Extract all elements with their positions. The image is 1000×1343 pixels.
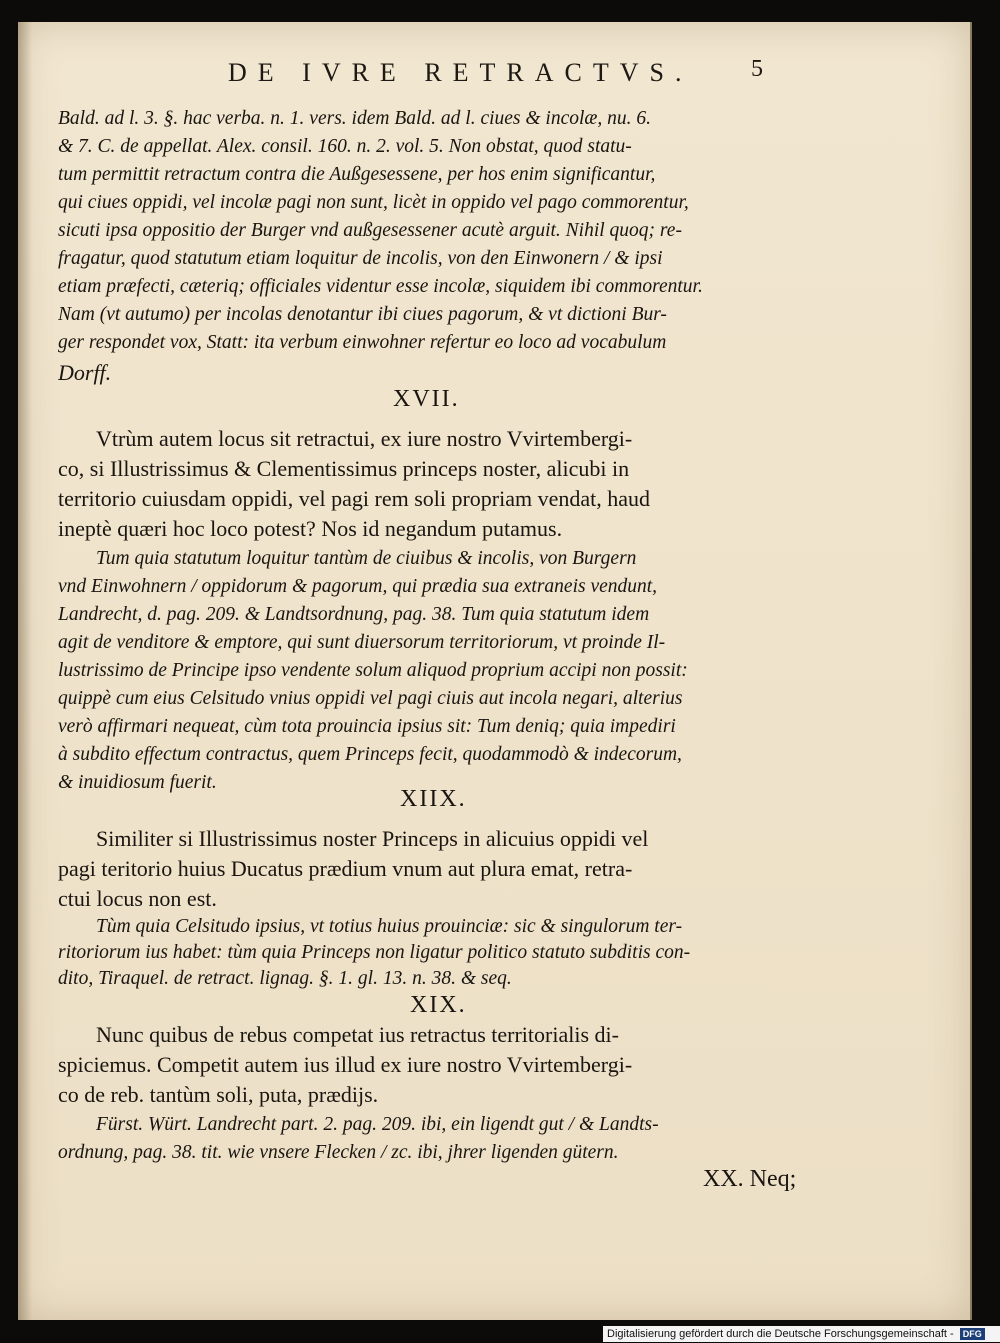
text-line: Fürst. Würt. Landrecht part. 2. pag. 209. ibi, ein ligendt gut / & Landts- <box>96 1114 659 1135</box>
text-line: ineptè quæri hoc loco potest? Nos id negandum putamus. <box>58 516 563 541</box>
dfg-logo-icon: DFG <box>960 1328 985 1340</box>
text-line: ctui locus non est. <box>58 886 217 911</box>
text-line: à subdito effectum contractus, quem Princeps fecit, quodammodò & indecorum, <box>58 744 682 765</box>
text-line: & 7. C. de appellat. Alex. consil. 160. n. 2. vol. 5. Non obstat, quod statu- <box>58 136 632 157</box>
text-line: vnd Einwohnern / oppidorum & pagorum, qui prædia sua extraneis vendunt, <box>58 576 658 597</box>
text-line: Tùm quia Celsitudo ipsius, vt totius huius prouinciæ: sic & singulorum ter- <box>96 916 683 937</box>
catchword: XX. Neq; <box>703 1166 797 1192</box>
text-line: pagi teritorio huius Ducatus prædium vnum aut plura emat, retra- <box>58 856 633 881</box>
text-line: Similiter si Illustrissimus noster Princeps in alicuius oppidi vel <box>96 826 649 851</box>
text-line: qui ciues oppidi, vel incolæ pagi non sunt, licèt in oppido vel pago commorentur, <box>58 192 689 213</box>
digitization-footer <box>603 1326 1000 1342</box>
text-line: spiciemus. Competit autem ius illud ex iure nostro Vvirtembergi- <box>58 1052 633 1077</box>
text-line: Tum quia statutum loquitur tantùm de ciuibus & incolis, von Burgern <box>96 548 637 569</box>
text-line: ritoriorum ius habet: tùm quia Princeps non ligatur politico statuto subditis con- <box>58 942 691 963</box>
text-line: dito, Tiraquel. de retract. lignag. §. 1. gl. 13. n. 38. & seq. <box>58 968 512 989</box>
text-line: Vtrùm autem locus sit retractui, ex iure nostro Vvirtembergi- <box>96 426 633 451</box>
page-number: 5 <box>751 56 763 82</box>
text-line: fragatur, quod statutum etiam loquitur de incolis, von den Einwonern / & ipsi <box>58 248 663 269</box>
footer-text: Digitalisierung gefördert durch die Deutsche Forschungsgemeinschaft - <box>607 1328 954 1340</box>
text-line: etiam præfecti, cæteriq; officiales videntur esse incolæ, siquidem ibi commorentur. <box>58 276 703 297</box>
text-line: co de reb. tantùm soli, puta, prædijs. <box>58 1082 379 1107</box>
text-line: tum permittit retractum contra die Außgesessene, per hos enim significantur, <box>58 164 656 185</box>
text-line: Dorff. <box>58 360 112 385</box>
section-number: XIIX. <box>400 786 467 812</box>
section-number: XIX. <box>410 992 467 1018</box>
text-line: ger respondet vox, Statt: ita verbum einwohner refertur eo loco ad vocabulum <box>58 332 667 353</box>
text-line: agit de venditore & emptore, qui sunt diuersorum territoriorum, vt proinde Il- <box>58 632 666 653</box>
text-line: Landrecht, d. pag. 209. & Landtsordnung, pag. 38. Tum quia statutum idem <box>58 604 650 625</box>
running-title: DE IVRE RETRACTVS. <box>228 58 693 87</box>
text-line: Nunc quibus de rebus competat ius retractus territorialis di- <box>96 1022 619 1047</box>
text-line: co, si Illustrissimus & Clementissimus princeps noster, alicubi in <box>58 456 630 481</box>
text-line: verò affirmari nequeat, cùm tota prouincia ipsius sit: Tum deniq; quia impediri <box>58 716 676 737</box>
text-line: quippè cum eius Celsitudo vnius oppidi vel pagi ciuis aut incola negari, alterius <box>58 688 683 709</box>
text-line: ordnung, pag. 38. tit. wie vnsere Flecken / zc. ibi, jhrer ligenden gütern. <box>58 1142 619 1163</box>
text-line: & inuidiosum fuerit. <box>58 772 217 793</box>
text-line: territorio cuiusdam oppidi, vel pagi rem soli propriam vendat, haud <box>58 486 651 511</box>
text-line: Nam (vt autumo) per incolas denotantur ibi ciues pagorum, & vt dictioni Bur- <box>58 304 667 325</box>
book-page <box>18 22 972 1320</box>
section-number: XVII. <box>393 386 460 412</box>
text-line: lustrissimo de Principe ipso vendente solum aliquod proprium accipi non possit: <box>58 660 688 681</box>
text-line: sicuti ipsa oppositio der Burger vnd außgesessener acutè arguit. Nihil quoq; re- <box>58 220 682 241</box>
text-line: Bald. ad l. 3. §. hac verba. n. 1. vers. idem Bald. ad l. ciues & incolæ, nu. 6. <box>58 108 652 129</box>
